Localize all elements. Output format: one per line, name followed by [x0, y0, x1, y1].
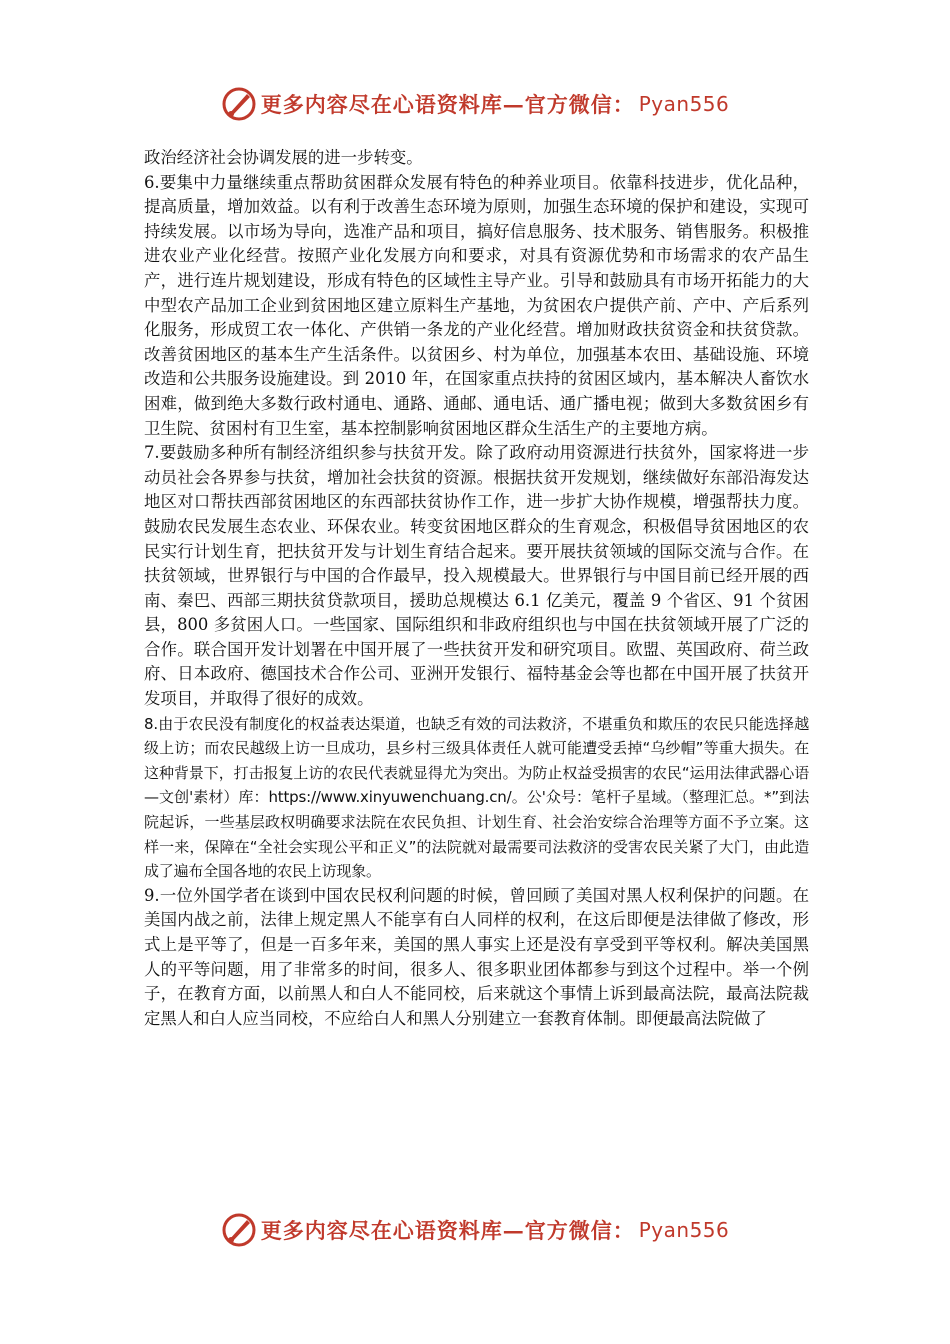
document-body: [144, 146, 809, 1031]
wechat-id: Pyan556: [638, 92, 730, 116]
paragraph-7: 7.要鼓励多种所有制经济组织参与扶贫开发。除了政府动用资源进行扶贫外，国家将进一步动员社会各界参与扶贫，增加社会扶贫的资源。根据扶贫开发规划，继续做好东部沿海发达地区对口帮扶西部贫困地区的东西部扶贫协作工作，进一步扩大协作规模，增强帮扶力度。鼓励农民发展生态农业、环保农业。转变贫困地区群众的生育观念，积极倡导贫困地区的农民实行计划生育，把扶贫开发与计划生育结合起来。要开展扶贫领域的国际交流与合作。在扶贫领域，世界银行与中国的合作最早，投入规模最大。世界银行与中国目前已经开展的西南、秦巴、西部三期扶贫贷款项目，援助总规模达 6.1 亿美元，覆盖 9 个省区、91 个贫困县，800 多贫困人口。一些国家、国际组织和非政府组织也与中国在扶贫领域开展了广泛的合作。联合国开发计划署在中国开展了一些扶贫开发和研究项目。欧盟、英国政府、荷兰政府、日本政府、德国技术合作公司、亚洲开发银行、福特基金会等也都在中国开展了扶贫开发项目，并取得了很好的成效。: [144, 443, 809, 709]
banner-text: 更多内容尽在心语资料库—官方微信：: [260, 92, 635, 117]
wechat-id: Pyan556: [638, 1218, 730, 1242]
paragraph-6: 6.要集中力量继续重点帮助贫困群众发展有特色的种养业项目。依靠科技进步，优化品种，提高质量，增加效益。以有利于改善生态环境为原则，加强生态环境的保护和建设，实现可持续发展。以市场为导向，选准产品和项目，搞好信息服务、技术服务、销售服务。积极推进农业产业化经营。按照产业化发展方向和要求，对具有资源优势和市场需求的农产品生产，进行连片规划建设，形成有特色的区域性主导产业。引导和鼓励具有市场开拓能力的大中型农产品加工企业到贫困地区建立原料生产基地，为贫困农户提供产前、产中、产后系列化服务，形成贸工农一体化、产供销一条龙的产业化经营。增加财政扶贫资金和扶贫贷款。改善贫困地区的基本生产生活条件。以贫困乡、村为单位，加强基本农田、基础设施、环境改造和公共服务设施建设。到 2010 年，在国家重点扶持的贫困区域内，基本解决人畜饮水困难，做到绝大多数行政村通电、通路、通邮、通电话、通广播电视；做到大多数贫困乡有卫生院、贫困村有卫生室，基本控制影响贫困地区群众生活生产的主要地方病。: [144, 172, 809, 438]
header-banner: [0, 84, 950, 124]
paragraph-9: 9.一位外国学者在谈到中国农民权利问题的时候，曾回顾了美国对黑人权利保护的问题。在美国内战之前，法律上规定黑人不能享有白人同样的权利，在这后即便是法律做了修改，形式上是平等了，但是一百多年来，美国的黑人事实上还是没有享受到平等权利。解决美国黑人的平等问题，用了非常多的时间，很多人、很多职业团体都参与到这个过程中。举一个例子，在教育方面，以前黑人和白人不能同校，后来就这个事情上诉到最高法院，最高法院裁定黑人和白人应当同校，不应给白人和黑人分别建立一套教育体制。即便最高法院做了: [144, 885, 809, 1028]
brush-logo-icon: [221, 86, 257, 122]
banner-text: 更多内容尽在心语资料库—官方微信：: [260, 1218, 635, 1243]
brush-logo-icon: [221, 1212, 257, 1248]
paragraph-continuation: 政治经济社会协调发展的进一步转变。: [144, 148, 423, 167]
paragraph-8: 8.由于农民没有制度化的权益表达渠道，也缺乏有效的司法救济，不堪重负和欺压的农民只能选择越级上访；而农民越级上访一旦成功，县乡村三级具体责任人就可能遭受丢掉“乌纱帽”等重大损失。在这种背景下，打击报复上访的农民代表就显得尤为突出。为防止权益受损害的农民“运用法律武器心语—文创'素材）库：https://www.xinyuwenchuang.cn/。公'众号：笔杆子星域。（整理汇总。*”到法院起诉，一些基层政权明确要求法院在农民负担、计划生育、社会治安综合治理等方面不予立案。这样一来，保障在“全社会实现公平和正义”的法院就对最需要司法救济的受害农民关紧了大门，由此造成了遍布全国各地的农民上访现象。: [144, 714, 809, 881]
footer-banner: [0, 1210, 950, 1250]
